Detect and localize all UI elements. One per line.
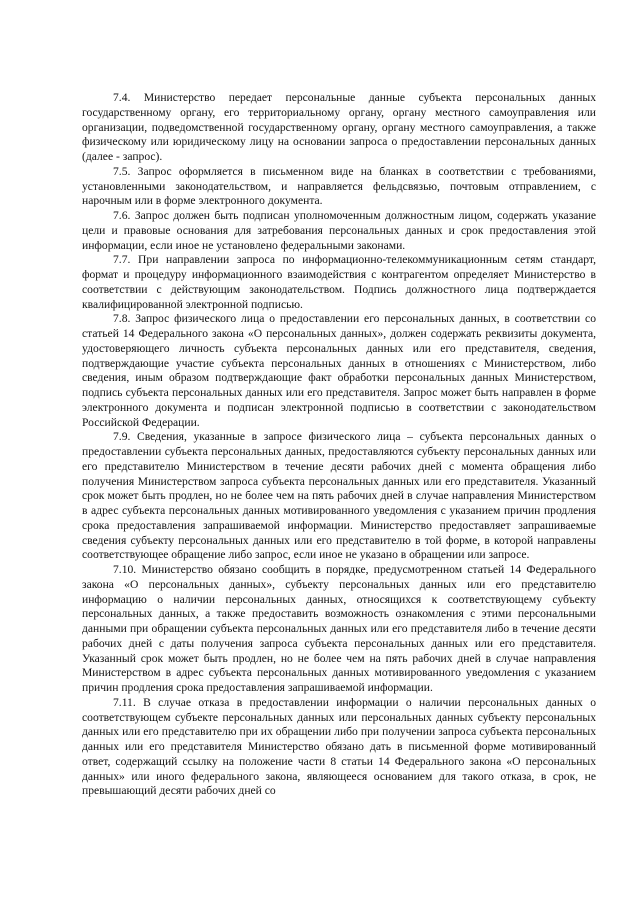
paragraph-7-11 <box>82 696 596 799</box>
paragraph-number: 7.11. <box>113 695 136 709</box>
paragraph-number: 7.10. <box>113 563 137 576</box>
paragraph-number: 7.5. <box>113 164 131 178</box>
paragraph-text: Запрос должен быть подписан уполномоченным должностным лицом, содержать указание цели и правовые основания для затребования персональных данных и срок предоставления этой информации, если иное не установлено федеральными законами. <box>82 209 596 252</box>
paragraph-7-4 <box>82 91 596 165</box>
paragraph-7-6 <box>82 209 596 253</box>
paragraph-text: В случае отказа в предоставлении информации о наличии персональных данных о соответствующем субъекте персональных данных или персональных данных субъекту персональных данных или его представителю при их обращении либо при получении запроса субъекта персональных данных или его представителя Министерство обязано дать в письменной форме мотивированный ответ, содержащий ссылку на положение части 8 статьи 14 Федерального закона «О персональных данных» или иного федерального закона, являющееся основанием для такого отказа, в срок, не превышающий десяти рабочих дней со <box>82 695 596 798</box>
paragraph-text: Министерство передает персональные данные субъекта персональных данных государственному органу, его территориальному органу, органу местного самоуправления или организации, подведомственной государственному органу, органу местного самоуправления, а также физическому или юридическому лицу на основании запроса о предоставлении персональных данных (далее - запрос). <box>82 91 596 163</box>
paragraph-text: При направлении запроса по информационно-телекоммуникационным сетям стандарт, формат и процедуру информационного взаимодействия с контрагентом определяет Министерство в соответствии с действующим законодательством. Подпись должностного лица подтверждается квалифицированной электронной подписью. <box>82 253 596 311</box>
paragraph-number: 7.7. <box>113 253 131 267</box>
paragraph-number: 7.6. <box>113 209 131 222</box>
paragraph-number: 7.8. <box>113 312 131 326</box>
paragraph-7-5 <box>82 165 596 209</box>
paragraph-number: 7.4. <box>113 91 131 104</box>
paragraph-text: Министерство обязано сообщить в порядке, предусмотренном статьей 14 Федерального закона «О персональных данных», субъекту персональных данных или его представителю информацию о наличии персональных данных, относящихся к соответствующему субъекту персональных данных, а также предоставить возможность ознакомления с этими персональными данными при обращении субъекта персональных данных или его представителя либо в течение десяти рабочих дней с даты получения запроса субъекта персональных данных или его представителя. Указанный срок может быть продлен, но не более чем на пять рабочих дней в случае направления Министерством в адрес субъекта персональных данных мотивированного уведомления с указанием причин продления срока предоставления запрашиваемой информации. <box>82 563 596 694</box>
paragraph-text: Сведения, указанные в запросе физического лица – субъекта персональных данных о предоставлении субъекта персональных данных, предоставляются субъекту персональных данных или его представителю Министерством в течение десяти рабочих дней с момента обращения либо получения Министерством запроса субъекта персональных данных или его представителя. Указанный срок может быть продлен, но не более чем на пять рабочих дней в случае направления Министерством в адрес субъекта персональных данных мотивированного уведомления с указанием причин продления срока предоставления запрашиваемой информации. Министерство предоставляет запрашиваемые сведения субъекту персональных данных или его представителю в той форме, в которой направлены соответствующее обращение либо запрос, если иное не указано в обращении или запросе. <box>82 430 596 562</box>
document-body <box>82 91 596 799</box>
paragraph-number: 7.9. <box>113 430 131 444</box>
paragraph-7-8 <box>82 312 596 430</box>
paragraph-7-7 <box>82 253 596 312</box>
paragraph-7-10 <box>82 563 596 696</box>
paragraph-text: Запрос физического лица о предоставлении его персональных данных, в соответствии со статьей 14 Федерального закона «О персональных данных», должен содержать реквизиты документа, удостоверяющего личность субъекта персональных данных или его представителя, сведения, подтверждающие участие субъекта персональных данных в отношениях с Министерством, либо сведения, иным образом подтверждающие факт обработки персональных данных Министерством, подпись субъекта персональных данных или его представителя. Запрос может быть направлен в форме электронного документа и подписан электронной подписью в соответствии с законодательством Российской Федерации. <box>82 312 596 429</box>
paragraph-7-9 <box>82 430 596 563</box>
paragraph-text: Запрос оформляется в письменном виде на бланках в соответствии с требованиями, установленными законодательством, и направляется фельдсвязью, почтовым отправлением, с нарочным или в форме электронного документа. <box>82 164 597 208</box>
